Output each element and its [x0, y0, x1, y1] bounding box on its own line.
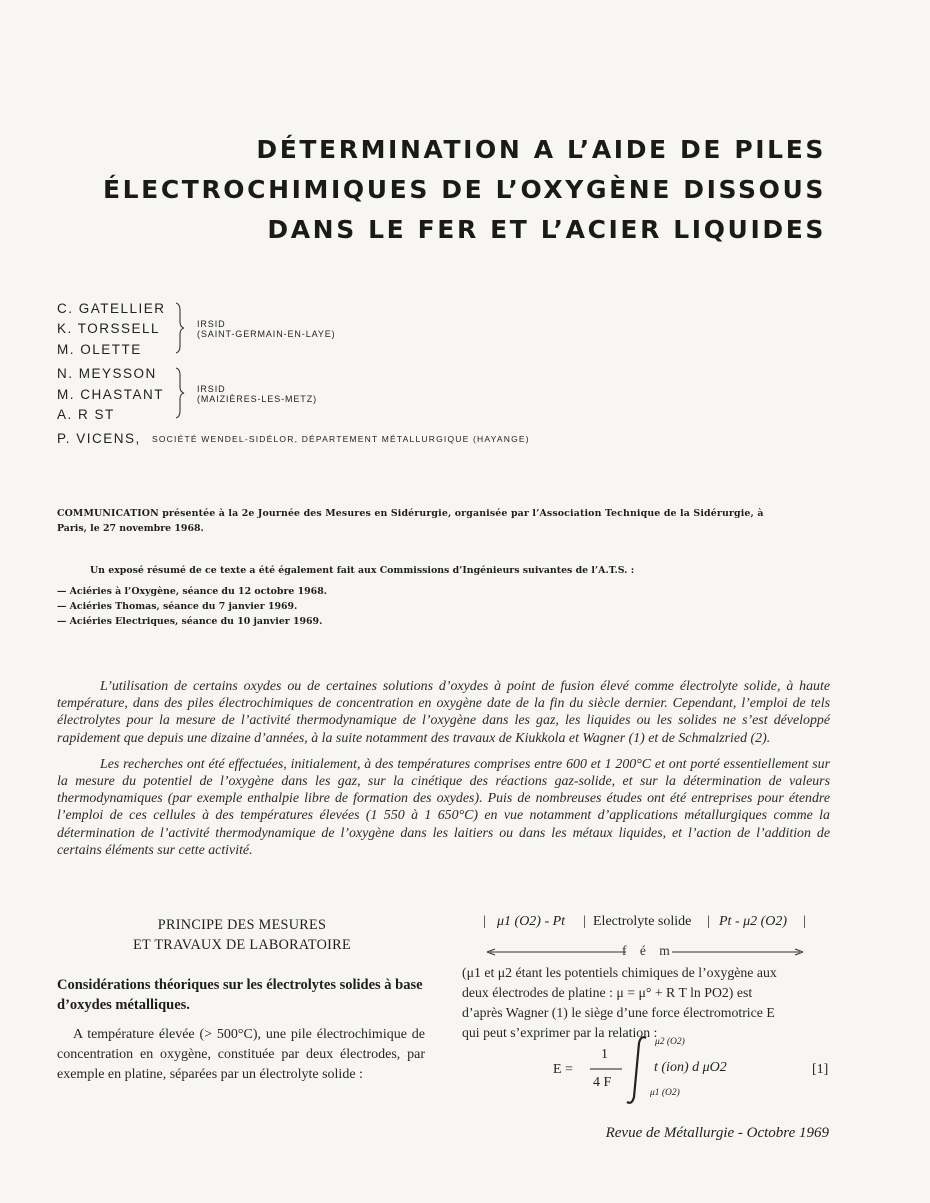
- author-name: N. MEYSSON: [57, 366, 157, 381]
- author-name: K. TORSSELL: [57, 321, 161, 336]
- integral-sign: [624, 1035, 650, 1105]
- author-name: C. GATELLIER: [57, 301, 166, 316]
- cell-electrode-left: μ1 (O2) - Pt: [497, 914, 566, 929]
- cell-diagram: [483, 914, 813, 936]
- equation-denominator: 4 F: [593, 1075, 612, 1090]
- equation-1: [540, 1035, 835, 1105]
- cell-bar: |: [803, 914, 806, 929]
- fem-label: f é m: [622, 943, 675, 958]
- communication-line-1: COMMUNICATION présentée à la 2e Journée des Mesures en Sidérurgie, organisée par l’Association Technique de la Sidérurgie, à: [57, 508, 764, 519]
- author-affiliation-location: (MAIZIÈRES-LES-METZ): [197, 394, 318, 404]
- expose-note: Un exposé résumé de ce texte a été également fait aux Commissions d’Ingénieurs suivantes de l’A.T.S. :: [90, 565, 635, 576]
- text-line: qui peut s’exprimer par la relation :: [462, 1025, 658, 1040]
- text-line: d’après Wagner (1) le siège d’une force électromotrice E: [462, 1005, 775, 1020]
- author-brace-2: [172, 367, 186, 419]
- communication-line-2: Paris, le 27 novembre 1968.: [57, 523, 204, 534]
- running-footer: Revue de Métallurgie - Octobre 1969: [605, 1125, 829, 1141]
- session-item: — Aciéries Electriques, séance du 10 janvier 1969.: [57, 616, 323, 627]
- abstract: [57, 678, 830, 859]
- abstract-paragraph: Les recherches ont été effectuées, initialement, à des températures comprises entre 600 et 1 200°C et ont porté essentiellement sur la mesure du potentiel de l’oxygène dans les gaz, sur la cinétique des réactions gaz-solide, et sur la détermination de valeurs thermodynamiques (par exemple enthalpie libre de formation des oxydes). Puis de nombreuses études ont été entreprises pour étendre l’emploi de ces cellules à des températures élevées (1 550 à 1 650°C) en vue notamment d’applications métallurgiques comme la détermination de l’activité thermodynamique de l’oxygène dans les laitiers ou dans les métaux liquides, et l’action de l’addition de certains éléments sur cette activité.: [57, 756, 830, 858]
- author-name: M. OLETTE: [57, 342, 142, 357]
- cell-bar: |: [483, 914, 486, 929]
- equation-numerator: 1: [601, 1047, 608, 1062]
- section-heading-line: PRINCIPE DES MESURES: [157, 917, 327, 933]
- subsection-heading: Considérations théoriques sur les électrolytes solides à base d’oxydes métalliques.: [57, 977, 423, 1013]
- session-item: — Aciéries Thomas, séance du 7 janvier 1969.: [57, 601, 298, 612]
- title-line-1: DÉTERMINATION A L’AIDE DE PILES: [256, 135, 826, 164]
- author-affiliation: SOCIÉTÉ WENDEL-SIDÉLOR, DÉPARTEMENT MÉTALLURGIQUE (HAYANGE): [152, 434, 530, 444]
- session-item: — Aciéries à l’Oxygène, séance du 12 octobre 1968.: [57, 586, 327, 597]
- author-name: M. CHASTANT: [57, 387, 164, 402]
- integral-lower-limit: μ1 (O2): [650, 1088, 680, 1098]
- fraction-bar: [590, 1068, 622, 1070]
- text-line: (μ1 et μ2 étant les potentiels chimiques de l’oxygène aux: [462, 965, 777, 980]
- title-line-2: ÉLECTROCHIMIQUES DE L’OXYGÈNE DISSOUS: [102, 175, 826, 204]
- cell-electrode-right: Pt - μ2 (O2): [719, 914, 788, 929]
- author-name: P. VICENS,: [57, 431, 141, 446]
- body-paragraph: A température élevée (> 500°C), une pile électrochimique de concentration en oxygène, constituée par deux électrodes, par exemple en platine, séparées par un électrolyte solide :: [57, 1027, 425, 1082]
- title-line-3: DANS LE FER ET L’ACIER LIQUIDES: [267, 215, 826, 244]
- cell-bar: |: [707, 914, 710, 929]
- cell-bar: |: [583, 914, 586, 929]
- author-name: A. R ST: [57, 407, 115, 422]
- equation-number: [1]: [812, 1062, 829, 1077]
- section-heading-line: ET TRAVAUX DE LABORATOIRE: [133, 937, 351, 953]
- author-affiliation: IRSID: [197, 384, 226, 394]
- author-affiliation-location: (SAINT-GERMAIN-EN-LAYE): [197, 329, 336, 339]
- equation-integrand: t (ion) d μO2: [654, 1060, 727, 1075]
- section-heading: [57, 915, 427, 955]
- author-affiliation: IRSID: [197, 319, 226, 329]
- integral-upper-limit: μ2 (O2): [655, 1037, 685, 1047]
- abstract-paragraph: L’utilisation de certains oxydes ou de certaines solutions d’oxydes à point de fusion élevé comme électrolyte solide, à haute température, dans des piles électrochimiques de concentration en oxygène date de la fin du siècle dernier. Cependant, l’emploi de tels électrolytes pour la mesure de l’activité thermodynamique de l’oxygène dans les gaz, les liquides ou les solides ne s’est développé rapidement que depuis une dizaine d’années, à la suite notamment des travaux de Kiukkola et Wagner (1) et de Schmalzried (2).: [57, 679, 830, 746]
- equation-lhs: E =: [553, 1062, 573, 1077]
- cell-electrolyte: Electrolyte solide: [593, 914, 692, 929]
- text-line: deux électrodes de platine : μ = μ° + R T ln PO2) est: [462, 985, 753, 1000]
- body-paragraph: [462, 963, 832, 1043]
- author-brace-1: [172, 302, 186, 354]
